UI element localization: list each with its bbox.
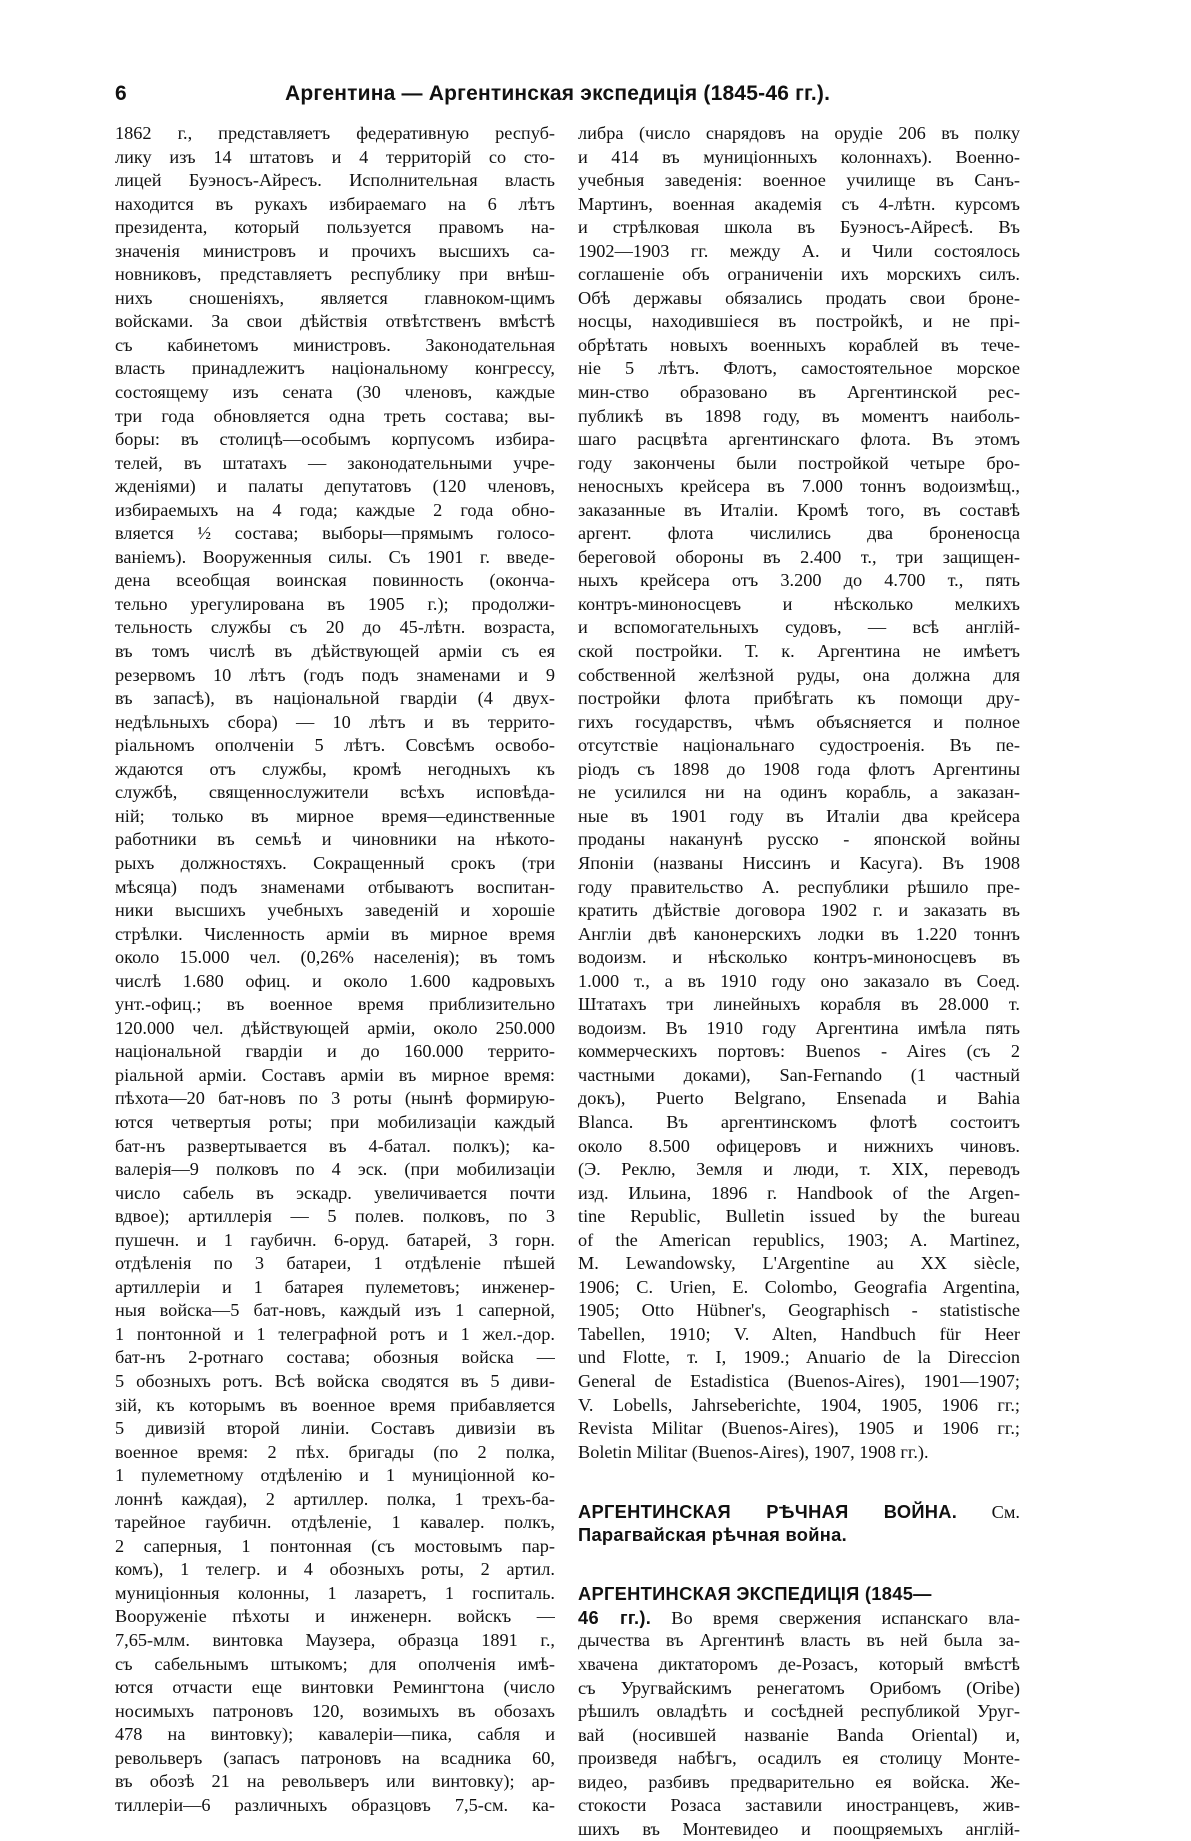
text-line: аргент. флота числились два броненосца <box>578 523 1020 544</box>
text-line: tine Republic, Bulletin issued by the bureau <box>578 1206 1020 1227</box>
text-line: тарейное гаубичн. отдѣленіе, 1 кавалер. полкъ, <box>115 1512 555 1533</box>
text-line: дена всеобщая воинская повинность (оконча- <box>115 570 555 591</box>
text-line: дычества въ Аргентинѣ власть въ ней была за- <box>578 1630 1020 1651</box>
text-line: заказанные въ Италіи. Кромѣ того, въ составѣ <box>578 499 1020 520</box>
text-line: 1905; Otto Hübner's, Geographisch - statistische <box>578 1300 1020 1321</box>
text-line: Штатахъ три линейныхъ корабля въ 28.000 т. <box>578 994 1020 1015</box>
text-line: 1862 г., представляетъ федеративную респуб- <box>115 123 555 143</box>
text-line: 1.000 т., а въ 1910 году оно заказало въ Соед. <box>578 970 1020 991</box>
text-line: ній; только въ мирное время—единственные <box>115 805 555 826</box>
text-line: телей, въ штатахъ — законодательными учре- <box>115 452 555 473</box>
text-line: лику изъ 14 штатовъ и 4 территорій со сто- <box>115 146 555 167</box>
text-line: съ Уругвайскимъ ренегатомъ Орибомъ (Oribe) <box>578 1677 1020 1698</box>
text-line: ные въ 1901 году въ Италіи два крейсера <box>578 805 1020 826</box>
text-line: 5 дивизій второй линіи. Составъ дивизіи въ <box>115 1418 555 1439</box>
text-line: въ томъ числѣ въ дѣйствующей арміи съ ея <box>115 641 555 662</box>
text-line: обрѣтать новыхъ военныхъ кораблей въ тече- <box>578 334 1020 355</box>
text-line: 7,65-млм. винтовка Маузера, образца 1891 г., <box>115 1630 555 1650</box>
text-line: тельно урегулирована въ 1905 г.); продолжи- <box>115 593 555 614</box>
text-line: 1902—1903 гг. между А. и Чили состоялось <box>578 240 1020 261</box>
text-line: вай (носившей названіе Banda Oriental) и, <box>578 1724 1020 1745</box>
text-line: и 414 въ муниціонныхъ колоннахъ). Военно- <box>578 146 1020 167</box>
text-line: работники въ семьѣ и чиновники на нѣкото- <box>115 829 555 850</box>
text-line: носимыхъ патроновъ 120, возимыхъ въ обозахъ <box>115 1700 555 1721</box>
text-line: значенія министровъ и прочихъ высшихъ са- <box>115 240 555 261</box>
text-line: докъ), Puerto Belgrano, Ensenada и Bahia <box>578 1088 1020 1109</box>
text-line: гихъ государствъ, чѣмъ объясняется и полное <box>578 711 1020 732</box>
running-title: Аргентина — Аргентинская экспедиція (1845-46 гг.). <box>285 82 831 105</box>
text-line: въ обозѣ 21 на револьверъ или винтовку); ар- <box>115 1771 555 1792</box>
text-line: V. Lobells, Jahrseberichte, 1904, 1905, 1906 гг.; <box>578 1394 1020 1415</box>
text-line: рѣшилъ овладѣть и сосѣдней республикой Уруг- <box>578 1701 1020 1722</box>
text-line: муниціонныя колонны, 1 лазаретъ, 1 госпиталь. <box>115 1582 555 1603</box>
text-line: войсками. За свои дѣйствія отвѣтственъ вмѣстѣ <box>115 311 555 332</box>
text-line: состоящему изъ сената (30 членовъ, каждые <box>115 382 555 403</box>
text-line: Boletin Militar (Buenos-Aires), 1907, 1908 гг.). <box>578 1441 929 1462</box>
text-line: Англіи двѣ канонерскихъ лодки въ 1.220 тоннъ <box>578 923 1020 944</box>
text-line: около 15.000 чел. (0,26% населенія); въ томъ <box>115 947 555 968</box>
text-line: контръ-миноносцевъ и нѣсколько мелкихъ <box>578 593 1020 614</box>
text-line: ніе 5 лѣтъ. Флотъ, самостоятельное морское <box>578 358 1020 379</box>
text-line: недѣльныхъ сбора) — 10 лѣтъ и въ террито- <box>115 711 555 732</box>
text-line: собственной желѣзной руды, она должна для <box>578 664 1020 685</box>
text-line: вдвое); артиллерія — 5 полев. полковъ, по 3 <box>115 1206 555 1227</box>
text-line: мѣсяца) подъ знаменами отбываютъ воспитан- <box>115 876 555 897</box>
text-line: General de Estadistica (Buenos-Aires), 1901—1907; <box>578 1370 1020 1391</box>
text-line: ются отчасти еще винтовки Ремингтона (число <box>115 1677 555 1698</box>
text-line: 478 на винтовку); кавалеріи—пика, сабля и <box>115 1724 555 1745</box>
text-line: числѣ 1.680 офиц. и около 1.600 кадровыхъ <box>115 970 555 991</box>
text-line: пушечн. и 1 гаубичн. 6-оруд. батарей, 3 горн. <box>115 1229 555 1250</box>
text-line: тельность службы съ 20 до 45-лѣтн. возраста, <box>115 617 555 638</box>
text-line: отсутствіе національнаго судостроенія. Въ пе- <box>578 735 1020 756</box>
text-line: шаго расцвѣта аргентинскаго флота. Въ этомъ <box>578 429 1020 450</box>
text-line: резервомъ 10 лѣтъ (годъ подъ знаменами и 9 <box>115 664 555 685</box>
text-line: унт.-офиц.; въ военное время приблизительно <box>115 994 555 1015</box>
text-line: пѣхота—20 бат-новъ по 3 роты (нынѣ формирую- <box>115 1088 555 1109</box>
text-line: стокости Розаса заставили иностранцевъ, жив- <box>578 1795 1020 1816</box>
entry-river-war-heading: АРГЕНТИНСКАЯ РѢЧНАЯ ВОЙНА. <box>578 1500 958 1522</box>
text-line: не усилился ни на одинъ корабль, а заказан- <box>578 782 1020 803</box>
text-line: 1 понтонной и 1 телеграфной ротъ и 1 жел.-дор. <box>115 1323 555 1344</box>
text-line: постройки флота прибѣгать къ помощи дру- <box>578 688 1020 709</box>
text-line: частными доками), San-Fernando (1 частный <box>578 1064 1020 1085</box>
text-line: произведя набѣгъ, осадилъ ея столицу Монте- <box>578 1748 1020 1769</box>
text-line: 1 пулеметному отдѣленію и 1 муниціонной ко- <box>115 1465 555 1486</box>
text-line: of the American republics, 1903; A. Martinez, <box>578 1229 1020 1250</box>
text-line: боры: въ столицѣ—особымъ корпусомъ избира- <box>115 429 555 450</box>
text-line: ріальной арміи. Составъ арміи въ мирное время: <box>115 1064 555 1085</box>
text-line: und Flotte, т. I, 1909.; Anuario de la Direccion <box>578 1347 1020 1368</box>
text-line: ріодъ съ 1898 до 1908 года флотъ Аргентины <box>578 758 1020 779</box>
page-number: 6 <box>115 82 127 105</box>
text-line: находится въ рукахъ избираемаго на 6 лѣтъ <box>115 193 555 214</box>
text-line: соглашеніе объ ограниченіи ихъ морскихъ силъ. <box>578 264 1020 285</box>
entry-expedition-heading: АРГЕНТИНСКАЯ ЭКСПЕДИЦІЯ (1845— <box>578 1583 932 1605</box>
text-line: Tabellen, 1910; V. Alten, Handbuch für Heer <box>578 1323 1020 1344</box>
text-line: револьверъ (запасъ патроновъ на всадника 60, <box>115 1747 555 1768</box>
navy-section <box>578 122 1020 1464</box>
text-line: валерія—9 полковъ по 4 эск. (при мобилизаціи <box>115 1159 555 1180</box>
entry-expedition-body <box>578 1629 1020 1841</box>
text-line: ются четвертыя роты; при мобилизаціи каждый <box>115 1111 555 1132</box>
text-line: проданы наканунѣ русско - японской войны <box>578 829 1020 850</box>
text-line: рыхъ должностяхъ. Сокращенный срокъ (три <box>115 852 555 873</box>
text-line: національной гвардіи и до 160.000 террито- <box>115 1041 555 1062</box>
text-line: 120.000 чел. дѣйствующей арміи, около 250.000 <box>115 1017 555 1038</box>
text-line: новниковъ, представляетъ республику при внѣш- <box>115 264 555 285</box>
text-line: 1906; C. Urien, E. Colombo, Geografia Argentina, <box>578 1276 1020 1297</box>
text-line: Blanca. Въ аргентинскомъ флотѣ состоитъ <box>578 1111 1020 1132</box>
text-line: ныя войска—5 бат-новъ, каждый изъ 1 саперной, <box>115 1300 555 1321</box>
text-line: ской постройки. Т. к. Аргентина не имѣетъ <box>578 641 1020 662</box>
text-line: Японіи (названы Ниссинъ и Касуга). Въ 1908 <box>578 852 1020 873</box>
text-line: отдѣленія по 3 батареи, 1 отдѣленіе пѣшей <box>115 1253 555 1274</box>
text-line: бат-нъ развертывается въ 4-батал. полкъ); ка- <box>115 1135 555 1156</box>
text-line: видео, разбивъ предварительно ея войска. Же- <box>578 1771 1020 1792</box>
text-line: Обѣ державы обязались продать свои броне- <box>578 287 1020 308</box>
text-line: власть принадлежитъ національному конгрессу, <box>115 358 555 379</box>
text-line: артиллеріи и 1 батарея пулеметовъ; инженер- <box>115 1276 555 1297</box>
text-line: военное время: 2 пѣх. бригады (по 2 полка, <box>115 1441 555 1462</box>
text-line: неносныхъ крейсера въ 7.000 тоннъ водоизмѣщ., <box>578 476 1020 497</box>
text-line: лоннѣ каждая), 2 артиллер. полка, 1 трехъ-ба- <box>115 1488 555 1509</box>
text-line: Мартинъ, военная академія съ 4-лѣтн. курсомъ <box>578 193 1020 214</box>
text-line: 5 обозныхъ ротъ. Всѣ войска сводятся въ 5 диви- <box>115 1370 555 1391</box>
text-line: году правительство А. республики рѣшило пре- <box>578 876 1020 897</box>
text-line: съ сабельнымъ штыкомъ; для ополченія имѣ- <box>115 1653 555 1674</box>
text-line: въ запасѣ), въ національной гвардіи (4 двух- <box>115 688 555 709</box>
text-line: кратить дѣйствіе договора 1902 г. и заказать въ <box>578 900 1020 921</box>
text-line: году закончены были постройкой четыре бро- <box>578 452 1020 473</box>
text-line: ваніемъ). Вооруженныя силы. Съ 1901 г. введе- <box>115 546 555 567</box>
text-line: бат-нъ 2-ротнаго состава; обозныя войска — <box>115 1347 555 1368</box>
text-line: нихъ сношеніяхъ, является главноком-щимъ <box>115 287 555 308</box>
page-header <box>115 82 1075 114</box>
text-line: учебныя заведенія: военное училище въ Санъ- <box>578 170 1020 191</box>
text-line: мин-ство образовано въ Аргентинской рес- <box>578 382 1020 403</box>
entry-expedition-text-start: Во время свержения испанскаго вла- <box>671 1607 1020 1628</box>
text-line: либра (число снарядовъ на орудіе 206 въ полку <box>578 123 1020 143</box>
text-line: ріальномъ ополченіи 5 лѣтъ. Совсѣмъ освобо- <box>115 735 555 756</box>
text-line: ныхъ крейсера отъ 3.200 до 4.700 т., пять <box>578 570 1020 591</box>
text-line: стрѣлки. Численность арміи въ мирное время <box>115 923 555 944</box>
text-line: береговой обороны въ 2.400 т., три защищен- <box>578 546 1020 567</box>
text-line: лицей Буэносъ-Айресъ. Исполнительная власть <box>115 170 555 191</box>
text-line: вляется ½ состава; выборы—прямымъ голосо- <box>115 523 555 544</box>
text-line: комъ), 1 телегр. и 4 обозныхъ роты, 2 артил. <box>115 1559 555 1580</box>
text-line: шихъ въ Монтевидео и поощряемыхъ англій- <box>578 1818 1020 1839</box>
text-line: президента, который пользуется правомъ на- <box>115 217 555 238</box>
entry-expedition <box>578 1582 1020 1841</box>
text-line: 2 саперныя, 1 понтонная (съ мостовымъ пар- <box>115 1535 555 1556</box>
text-line: водоизм. и нѣсколько контръ-миноносцевъ въ <box>578 947 1020 968</box>
text-line: службѣ, священнослужители всѣхъ исповѣда- <box>115 782 555 803</box>
text-line: носцы, находившіеся въ постройкѣ, и не прі- <box>578 311 1020 332</box>
text-line: жденіями) и палаты депутатовъ (120 членовъ, <box>115 476 555 497</box>
text-line: число сабель въ эскадр. увеличивается почти <box>115 1182 555 1203</box>
entry-river-war-see: См. <box>991 1501 1020 1522</box>
text-line: избираемыхъ на 4 года; каждые 2 года обно- <box>115 499 555 520</box>
text-line: и вспомогательныхъ судовъ, — всѣ англій- <box>578 617 1020 638</box>
text-line: и стрѣлковая школа въ Буэносъ-Айресѣ. Въ <box>578 217 1020 238</box>
entry-river-war <box>578 1500 1020 1547</box>
text-line: M. Lewandowsky, L'Argentine au XX siècle, <box>578 1253 1020 1274</box>
text-line: съ кабинетомъ министровъ. Законодательная <box>115 334 555 355</box>
text-line: Revista Militar (Buenos-Aires), 1905 и 1906 гг.; <box>578 1418 1020 1439</box>
text-line: (Э. Реклю, Земля и люди, т. XIX, переводъ <box>578 1159 1020 1180</box>
text-line: хвачена диктаторомъ де-Розасъ, который вмѣстѣ <box>578 1654 1020 1674</box>
text-line: ждаются отъ службы, кромѣ негодныхъ къ <box>115 758 555 779</box>
text-line: ники высшихъ учебныхъ заведеній и хорошіе <box>115 900 555 921</box>
left-column <box>115 122 555 1817</box>
text-line: коммерческихъ портовъ: Buenos - Aires (съ 2 <box>578 1041 1020 1062</box>
text-line: около 8.500 офицеровъ и нижнихъ чиновъ. <box>578 1135 1020 1156</box>
text-line: Вооруженіе пѣхоты и инженерн. войскъ — <box>115 1606 555 1627</box>
text-line: три года обновляется одна треть состава; вы- <box>115 405 555 426</box>
text-line: изд. Ильина, 1896 г. Handbook of the Argen- <box>578 1182 1020 1203</box>
entry-expedition-heading-cont: 46 гг.). <box>578 1606 652 1628</box>
text-line: тиллеріи—6 различныхъ образцовъ 7,5-см. ка- <box>115 1794 555 1815</box>
text-line: водоизм. Въ 1910 году Аргентина имѣла пять <box>578 1017 1020 1038</box>
text-line: зій, къ которымъ въ военное время прибавляется <box>115 1394 555 1415</box>
right-column <box>578 122 1020 1841</box>
entry-river-war-reference-link[interactable]: Парагвайская рѣчная война. <box>578 1524 847 1546</box>
text-line: публикѣ въ 1898 году, въ моментъ наиболь- <box>578 405 1020 426</box>
